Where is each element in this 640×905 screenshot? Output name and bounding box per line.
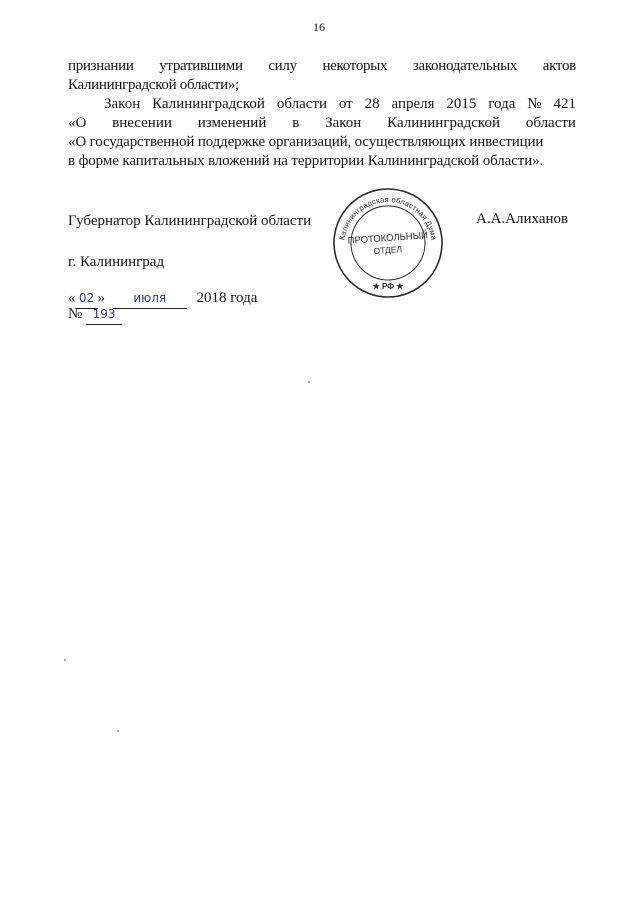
scan-speck bbox=[117, 730, 119, 732]
word: апреля bbox=[391, 96, 435, 112]
date-open-quote: « bbox=[68, 290, 76, 306]
word: 421 bbox=[553, 96, 576, 112]
city-name: г. Калининград bbox=[68, 254, 165, 270]
body-line-1 bbox=[68, 57, 576, 76]
body-line-2: Калининградской области»; bbox=[68, 77, 239, 93]
document-number bbox=[68, 305, 122, 325]
word: актов bbox=[542, 58, 576, 74]
word: утратившими bbox=[159, 58, 243, 74]
body-line-4 bbox=[68, 114, 576, 133]
word: 2015 bbox=[446, 96, 477, 112]
word: некоторых bbox=[322, 58, 388, 74]
word: в bbox=[292, 115, 300, 131]
word: Закон bbox=[104, 96, 141, 112]
word: изменений bbox=[197, 115, 267, 131]
date-day: 02 bbox=[78, 291, 95, 305]
word: от bbox=[338, 96, 353, 112]
number-sign: № bbox=[68, 306, 83, 322]
word: «О bbox=[68, 115, 87, 131]
body-line-3 bbox=[104, 95, 576, 114]
word: Калининградской bbox=[387, 115, 500, 131]
body-line-5: «О государственной поддержке организаций, осуществляющих инвестиции bbox=[68, 134, 544, 150]
word: Закон bbox=[325, 115, 362, 131]
stamp-center-line-2: ОТДЕЛ bbox=[373, 244, 403, 256]
body-line-6: в форме капитальных вложений на территории Калининградской области». bbox=[68, 153, 544, 169]
official-stamp bbox=[328, 186, 448, 300]
date-year: 2018 года bbox=[196, 290, 258, 306]
stamp-ring-text: Калининградская областная Дума bbox=[337, 194, 439, 241]
word: области bbox=[276, 96, 327, 112]
word: внесении bbox=[112, 115, 172, 131]
governor-title: Губернатор Калининградской области bbox=[68, 213, 312, 229]
word: силу bbox=[268, 58, 297, 74]
page-number: 16 bbox=[313, 20, 325, 34]
scan-speck bbox=[308, 381, 310, 383]
word: № bbox=[527, 96, 542, 112]
word: года bbox=[488, 96, 516, 112]
stamp-center-line-1: ПРОТОКОЛЬНЫЙ bbox=[347, 230, 429, 247]
word: признании bbox=[68, 58, 134, 74]
word: области bbox=[525, 115, 576, 131]
date-month: июля bbox=[133, 291, 167, 305]
stamp-bottom-text: ★ РФ ★ bbox=[372, 282, 404, 291]
word: 28 bbox=[364, 96, 380, 112]
word: Калининградской bbox=[152, 96, 265, 112]
signatory-name: А.А.Алиханов bbox=[476, 211, 569, 227]
scan-speck bbox=[64, 659, 66, 661]
date-close-quote: » bbox=[97, 290, 105, 306]
number-value: 193 bbox=[92, 307, 116, 321]
word: законодательных bbox=[412, 58, 518, 74]
